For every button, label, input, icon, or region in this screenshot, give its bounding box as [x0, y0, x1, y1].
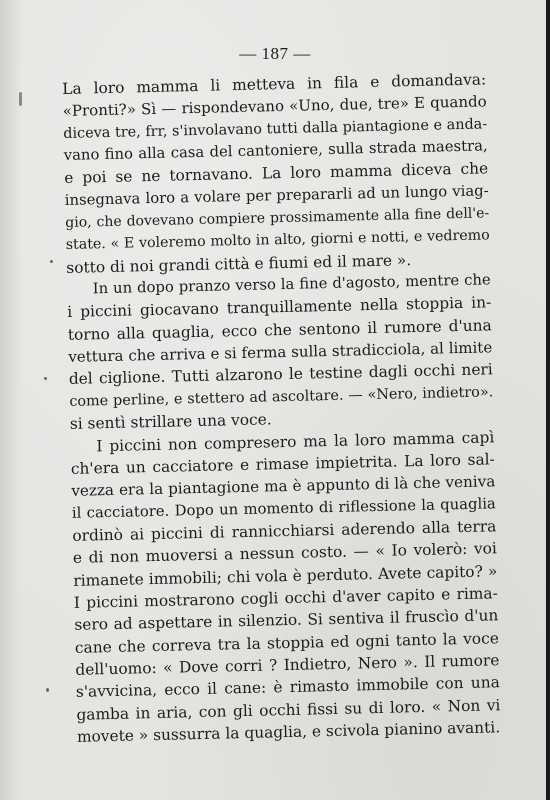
text-line: gio, che dovevano compiere prossimamente alla fine dell'e- [65, 205, 490, 232]
text-line: «Pronti?» Sì — rispondevano «Uno, due, tre» E quando [62, 92, 487, 121]
page-number: — 187 — [239, 44, 311, 63]
text-line: In un dopo pranzo verso la fine d'agosto, mentre che [92, 271, 491, 298]
text-line: il cacciatore. Dopo un momento di riflessione la quaglia [71, 494, 496, 522]
ink-speck [50, 260, 53, 263]
text-line: vano fino alla casa del cantoniere, sulla strada maestra, [63, 137, 488, 165]
text-line: cane che correva tra la stoppia ed ogni tanto la voce [74, 628, 500, 657]
text-line: torno alla quaglia, ecco che sentono il rumore d'una [67, 316, 492, 344]
text-line: i piccini giocavano tranquillamente nella stoppia in- [67, 293, 492, 322]
page-right-border [546, 0, 550, 800]
text-line: diceva tre, frr, s'involavano tutti dalla piantagione e anda- [63, 116, 488, 142]
text-line: come perline, e stettero ad ascoltare. — «Nero, indietro». [69, 384, 494, 410]
text-line: movete » sussurra la quaglia, e scivola pianino avanti. [76, 718, 501, 746]
text-line: s'avvicina, ecco il cane: è rimasto immobile con una [75, 673, 501, 702]
text-line: dell'uomo: « Dove corri ? Indietro, Nero ». Il rumore [75, 651, 500, 679]
text-line: e di non muoversi a nessun costo. — « Io volerò: voi [72, 539, 497, 568]
text-line: I piccini mostrarono cogli occhi d'aver capito e rima- [73, 584, 499, 612]
text-line: e poi se ne tornavano. La loro mamma diceva che [64, 159, 489, 188]
text-line: ordinò ai piccini di rannicchiarsi aderendo alla terra [72, 517, 497, 545]
ink-speck [46, 688, 49, 692]
text-line: gamba in aria, con gli occhi fissi su di loro. « Non vi [76, 695, 501, 724]
text-line: si sentì strillare una voce. [69, 410, 272, 434]
text-line: vettura che arriva e si ferma sulla stradicciola, al limite [68, 338, 493, 367]
text-line: sotto di noi grandi città e fiumi ed il mare ». [66, 250, 412, 277]
text-line: insegnava loro a volare per prepararli ad un lungo viag- [64, 182, 489, 209]
text-line: rimanete immobili; chi vola è perduto. Avete capito? » [73, 561, 498, 590]
text-line: del ciglione. Tutti alzarono le testine dagli occhi neri [68, 360, 493, 389]
text-line: sero ad aspettare in silenzio. Si sentiva il fruscìo d'un [74, 606, 499, 635]
text-line: ch'era un cacciatore e rimase impietrita. La loro sal- [70, 450, 495, 478]
ink-speck [44, 377, 47, 380]
text-line: state. « E voleremo molto in alto, giorni e notti, e vedremo [65, 227, 490, 254]
body-text [62, 68, 501, 748]
page-binding-shadow [0, 0, 22, 800]
text-line: I piccini non compresero ma la loro mamma capì [96, 427, 495, 455]
text-line: vezza era la piantagione ma è appunto di là che veniva [71, 472, 496, 501]
text-line: La loro mamma li metteva in fila e domandava: [62, 70, 487, 98]
ink-speck [19, 92, 22, 106]
